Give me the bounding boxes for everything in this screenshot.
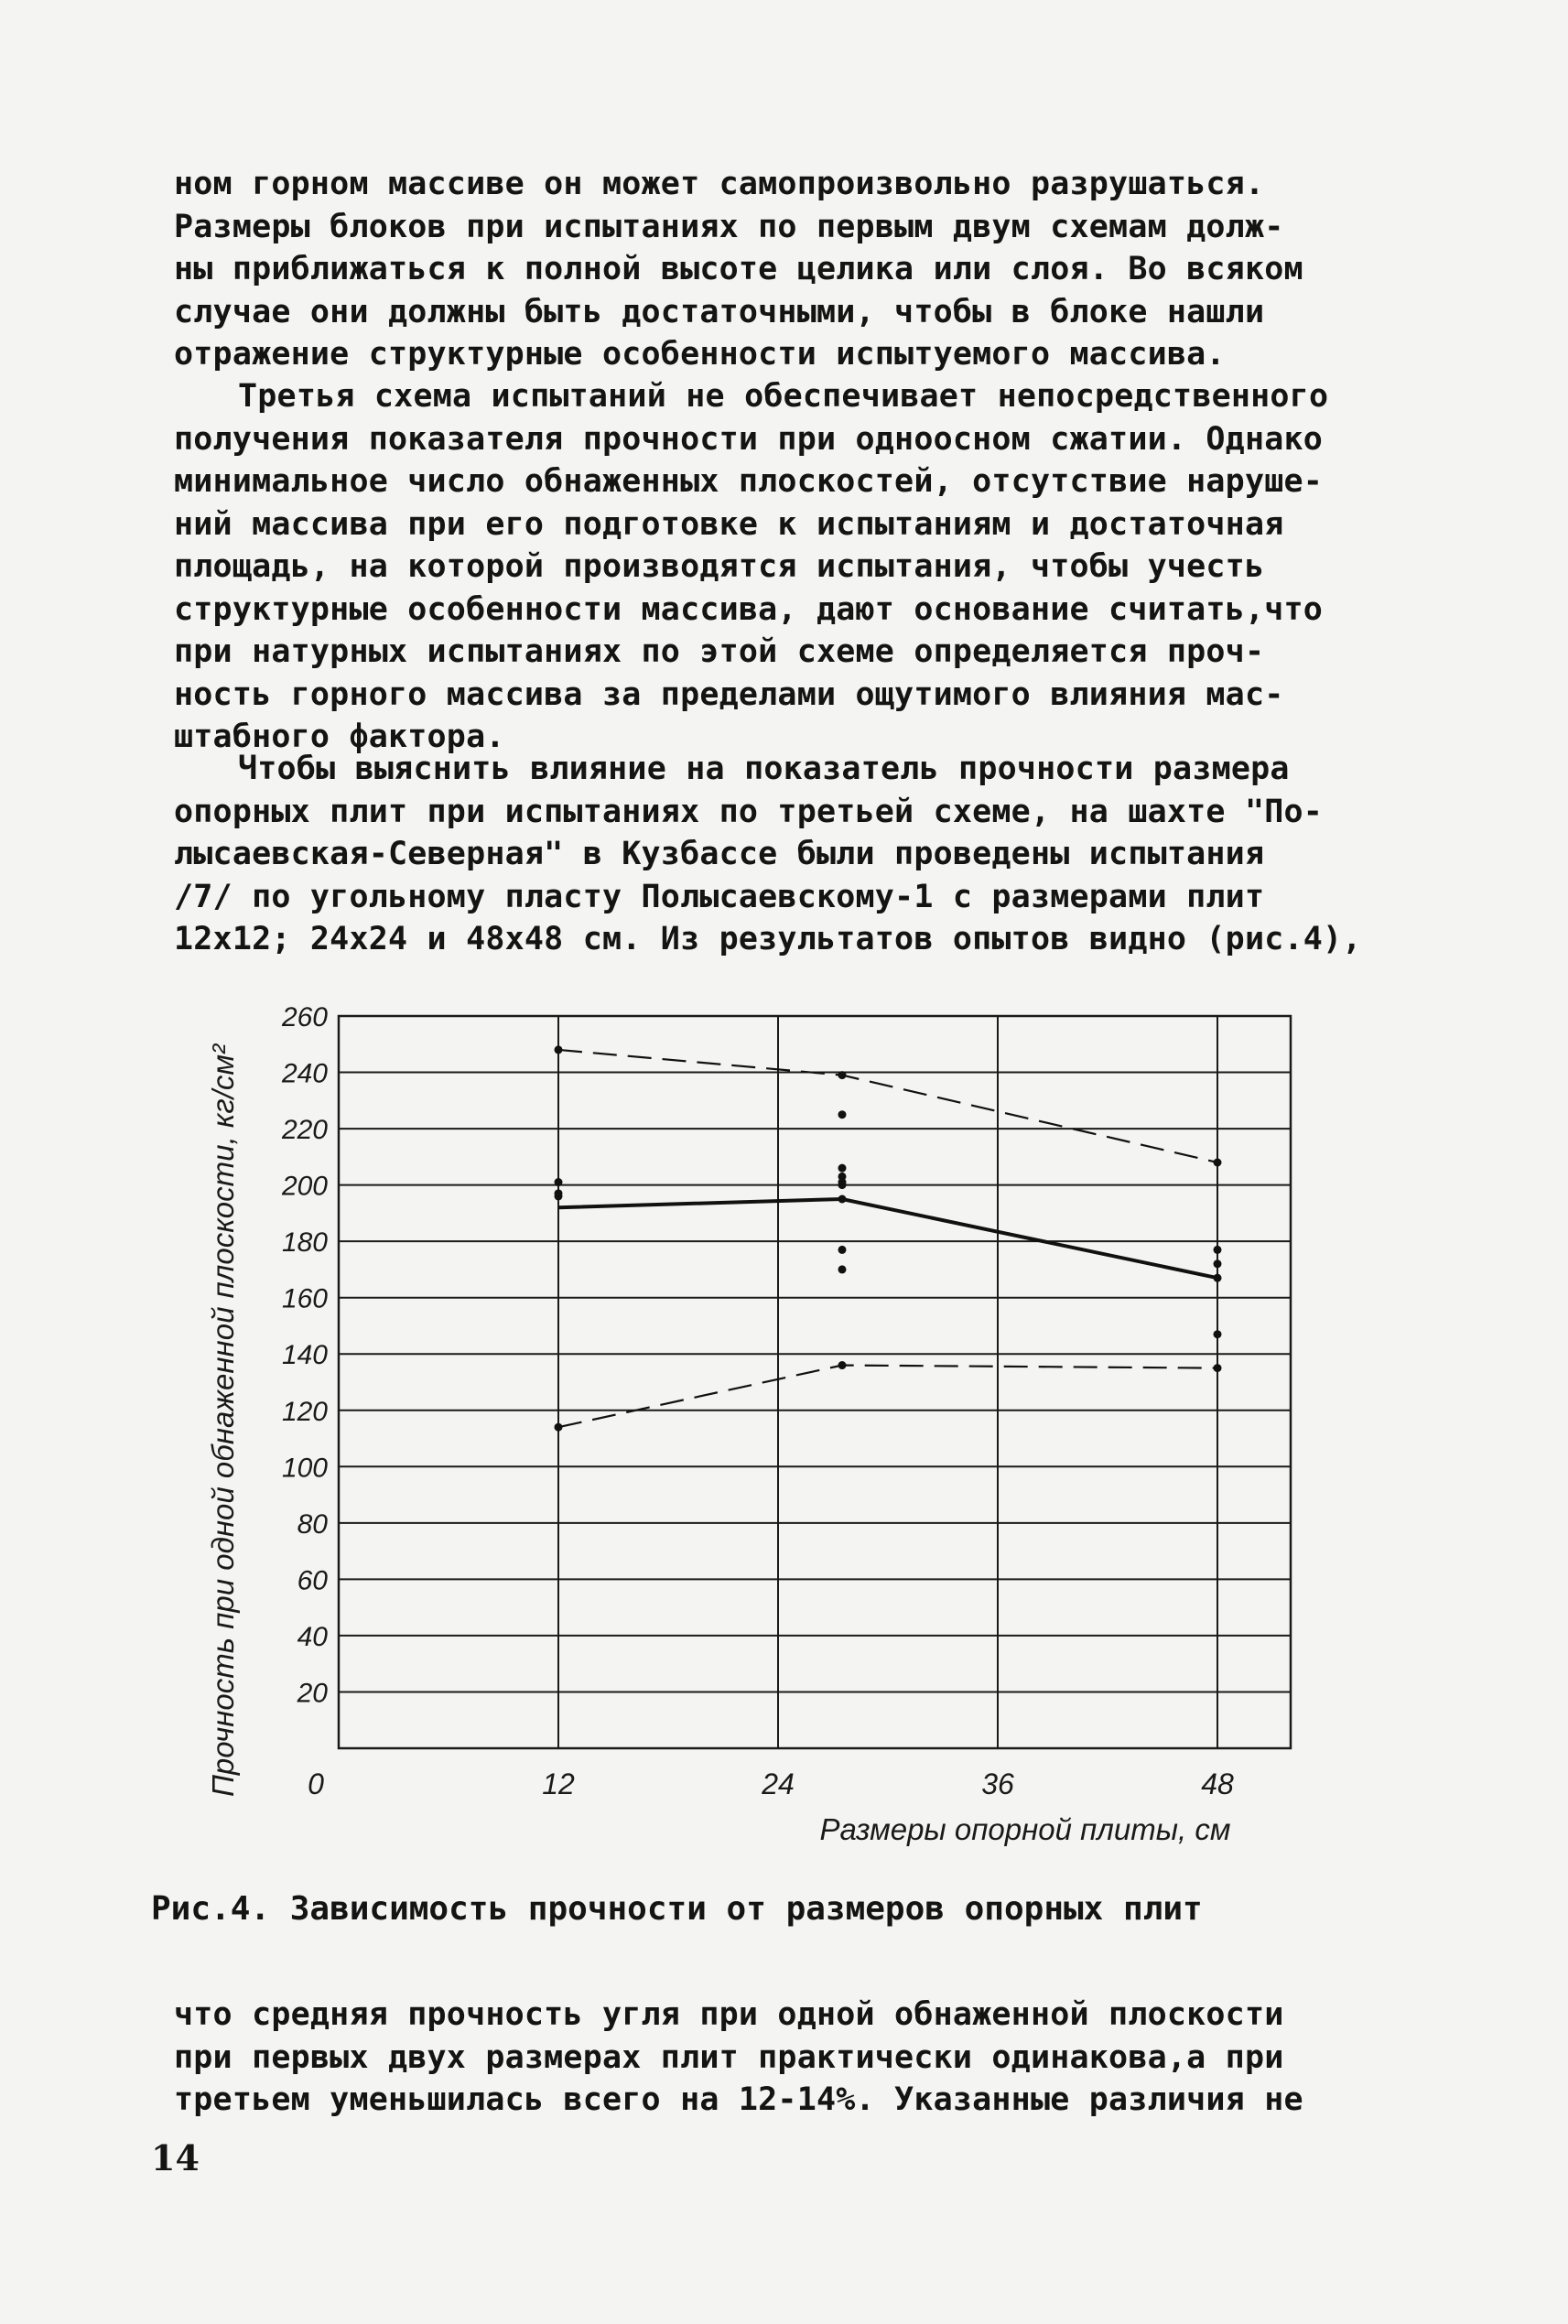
y-tick-label: 80: [297, 1508, 328, 1540]
y-tick-label: 240: [281, 1058, 328, 1089]
text-line: штабного фактора.: [174, 719, 505, 755]
chart-grid: [339, 1016, 1291, 1748]
y-tick-label: 200: [281, 1171, 328, 1202]
text-line: минимальное число обнаженных плоскостей, отсутствие наруше-: [174, 463, 1324, 500]
x-tick-label: 48: [1201, 1767, 1234, 1800]
x-axis-ticks: [308, 1767, 1234, 1800]
chart-points: [555, 1045, 1222, 1431]
data-point: [1214, 1159, 1222, 1167]
text-line: отражение структурные особенности испытуемого массива.: [174, 336, 1226, 373]
text-line: Размеры блоков при испытаниях по первым двум схемам долж-: [174, 208, 1284, 245]
figure-caption: Рис.4. Зависимость прочности от размеров опорных плит: [151, 1890, 1203, 1928]
data-point: [838, 1195, 847, 1204]
paragraph-2: [174, 375, 1428, 759]
text-line: что средняя прочность угля при одной обнаженной плоскости: [174, 1996, 1284, 2033]
data-point: [1214, 1246, 1222, 1254]
text-line: /7/ по угольному пласту Полысаевскому-1 с размерами плит: [174, 878, 1265, 915]
y-tick-label: 40: [297, 1621, 328, 1652]
data-point: [838, 1181, 847, 1189]
data-point: [838, 1110, 847, 1119]
data-point: [1214, 1274, 1222, 1282]
text-line: 12х12; 24х24 и 48х48 см. Из результатов опытов видно (рис.4),: [174, 921, 1362, 957]
text-line: ны приближаться к полной высоте целика или слоя. Во всяком: [174, 251, 1303, 287]
x-tick-label: 0: [308, 1767, 324, 1800]
y-tick-label: 120: [281, 1396, 328, 1427]
data-point: [1214, 1364, 1222, 1372]
text-line: структурные особенности массива, дают основание считать,что: [174, 590, 1324, 628]
text-line: лысаевская-Северная" в Кузбассе были проведены испытания: [174, 836, 1265, 872]
text-line: площадь, на которой производятся испытания, чтобы учесть: [174, 548, 1265, 585]
series-line-upper: [558, 1050, 1217, 1162]
plot-frame: [339, 1016, 1291, 1748]
x-tick-label: 36: [981, 1767, 1014, 1800]
data-point: [555, 1423, 563, 1432]
text-line: ном горном массиве он может самопроизвольно разрушаться.: [174, 166, 1265, 202]
data-point: [838, 1071, 847, 1079]
text-line: при первых двух размерах плит практически одинакова,а при: [174, 2038, 1284, 2076]
data-point: [555, 1192, 563, 1200]
paragraph-1: [174, 163, 1428, 376]
text-line: случае они должны быть достаточными, чтобы в блоке нашли: [174, 293, 1265, 330]
y-tick-label: 60: [297, 1565, 328, 1596]
chart-series: [558, 1050, 1217, 1427]
data-point: [555, 1045, 563, 1054]
y-tick-label: 160: [281, 1283, 328, 1314]
data-point: [838, 1164, 847, 1173]
y-tick-label: 220: [281, 1115, 328, 1146]
strength-chart: [183, 961, 1336, 1876]
y-axis-title: Прочность при одной обнаженной плоскости, кг/см²: [206, 1044, 240, 1797]
text-line: Чтобы выяснить влияние на показатель прочности размера: [238, 751, 1290, 787]
data-point: [555, 1178, 563, 1186]
y-tick-label: 140: [281, 1340, 328, 1371]
data-point: [838, 1361, 847, 1369]
page-number: 14: [151, 2137, 200, 2178]
text-line: третьем уменьшилась всего на 12-14%. Указанные различия не: [174, 2081, 1303, 2118]
data-point: [838, 1265, 847, 1273]
x-axis-title: Размеры опорной плиты, см: [819, 1812, 1231, 1846]
y-tick-label: 180: [281, 1227, 328, 1259]
x-tick-label: 24: [762, 1767, 795, 1800]
paragraph-3: [174, 748, 1428, 961]
paragraph-4: [174, 1994, 1428, 2122]
text-line: Третья схема испытаний не обеспечивает непосредственного: [238, 378, 1329, 415]
text-line: ность горного массива за пределами ощутимого влияния мас-: [174, 676, 1284, 713]
y-tick-label: 100: [281, 1453, 328, 1484]
data-point: [1214, 1330, 1222, 1338]
y-tick-label: 20: [297, 1678, 328, 1709]
series-line-lower: [558, 1366, 1217, 1428]
data-point: [838, 1246, 847, 1254]
y-axis-ticks: [281, 1002, 328, 1708]
text-line: ний массива при его подготовке к испытаниям и достаточная: [174, 505, 1284, 543]
data-point: [1214, 1259, 1222, 1268]
series-line-mean: [558, 1199, 1217, 1278]
x-tick-label: 12: [542, 1767, 575, 1800]
text-line: при натурных испытаниях по этой схеме определяется проч-: [174, 633, 1265, 670]
text-line: опорных плит при испытаниях по третьей схеме, на шахте "По-: [174, 793, 1324, 830]
text-line: получения показателя прочности при одноосном сжатии. Однако: [174, 420, 1324, 458]
y-tick-label: 260: [281, 1002, 328, 1032]
